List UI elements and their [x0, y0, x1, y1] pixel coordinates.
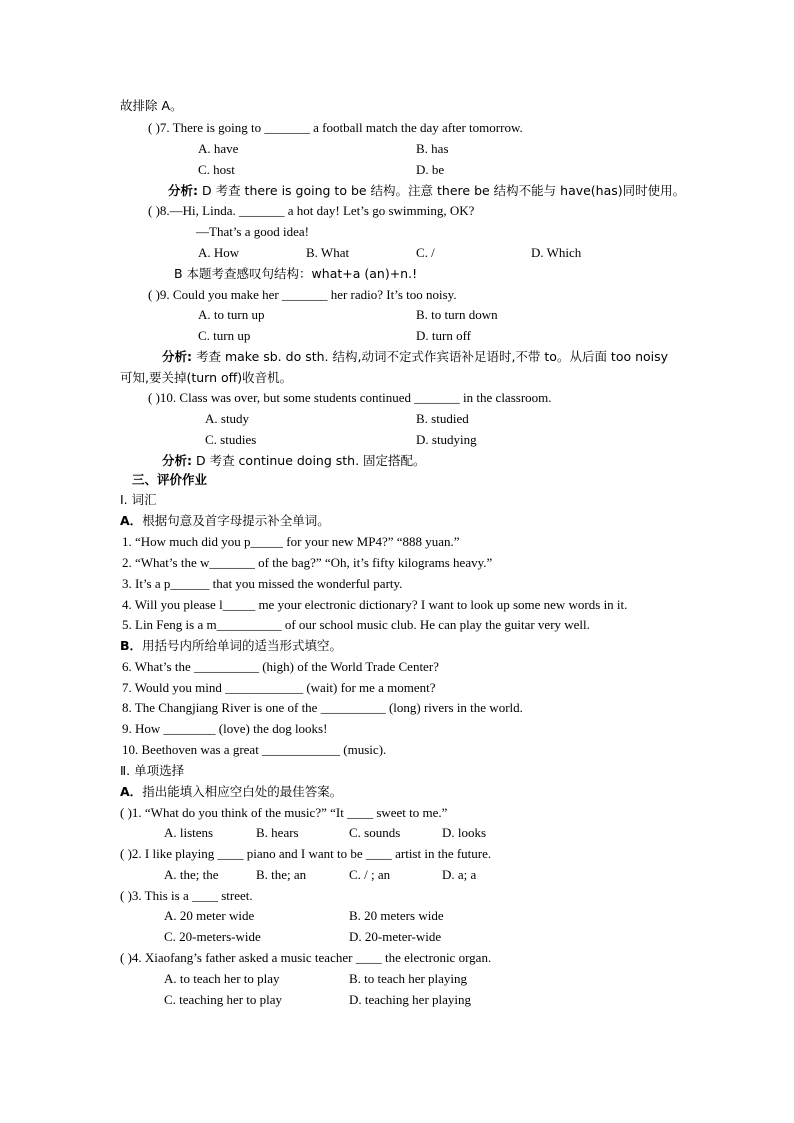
- option-c: C. host: [198, 162, 235, 177]
- analysis-label: 分析:: [162, 453, 192, 468]
- option-a: A. to teach her to play: [164, 971, 280, 986]
- vocab-item-3: 3. It’s a p______ that you missed the wonderful party.: [122, 576, 403, 591]
- option-b: B. to teach her playing: [349, 971, 468, 986]
- vocab-item-6: 6. What’s the __________ (high) of the World Trade Center?: [122, 659, 439, 674]
- option-b: B. to turn down: [416, 307, 498, 322]
- option-d: D. a; a: [442, 867, 477, 882]
- instruction-line: A．根据句意及首字母提示补全单词。: [120, 513, 330, 528]
- text-line: 故排除 A。: [120, 98, 183, 113]
- option-b: B. the; an: [256, 867, 307, 882]
- option-b: B. studied: [416, 411, 469, 426]
- option-d: D. turn off: [416, 328, 472, 343]
- analysis-label: 分析:: [168, 183, 198, 198]
- option-c: C. / ; an: [349, 867, 391, 882]
- analysis-line: 分析: D 考查 continue doing sth. 固定搭配。: [162, 453, 426, 468]
- option-d: D. looks: [442, 825, 487, 840]
- vocab-item-7: 7. Would you mind ____________ (wait) for me a moment?: [122, 680, 436, 695]
- option-a: A. study: [205, 411, 250, 426]
- option-d: D. be: [416, 162, 445, 177]
- question-10: ( )10. Class was over, but some students continued _______ in the classroom.: [148, 390, 552, 405]
- option-a: A. have: [198, 141, 239, 156]
- vocab-item-4: 4. Will you please l_____ me your electronic dictionary? I want to look up some new words in it.: [122, 597, 628, 612]
- option-d: D. studying: [416, 432, 477, 447]
- option-c: C. sounds: [349, 825, 401, 840]
- subsection-heading: Ⅰ. 词汇: [120, 492, 157, 507]
- analysis-line: B 本题考查感叹句结构：what+a (an)+n.!: [174, 266, 418, 281]
- option-b: B. 20 meters wide: [349, 908, 444, 923]
- option-c: C. turn up: [198, 328, 251, 343]
- option-c: C. studies: [205, 432, 257, 447]
- option-a: A. listens: [164, 825, 214, 840]
- option-a: A. to turn up: [198, 307, 265, 322]
- option-a: A. the; the: [164, 867, 219, 882]
- vocab-item-8: 8. The Changjiang River is one of the __________ (long) rivers in the world.: [122, 700, 523, 715]
- vocab-item-2: 2. “What’s the w_______ of the bag?” “Oh, it’s fifty kilograms heavy.”: [122, 555, 493, 570]
- mc-question-2: ( )2. I like playing ____ piano and I want to be ____ artist in the future.: [120, 846, 492, 861]
- analysis-line: 分析: 考查 make sb. do sth. 结构,动词不定式作宾语补足语时,不带 to。从后面 too noisy: [162, 349, 669, 364]
- option-a: A. How: [198, 245, 240, 260]
- option-b: B. hears: [256, 825, 299, 840]
- instruction-line: B．用括号内所给单词的适当形式填空。: [120, 638, 343, 653]
- question-8: ( )8.—Hi, Linda. _______ a hot day! Let’s go swimming, OK?: [148, 203, 475, 218]
- option-c: C. teaching her to play: [164, 992, 283, 1007]
- mc-question-1: ( )1. “What do you think of the music?” “It ____ sweet to me.”: [120, 805, 448, 820]
- vocab-item-10: 10. Beethoven was a great ____________ (music).: [122, 742, 387, 757]
- option-d: D. 20-meter-wide: [349, 929, 442, 944]
- option-c: C. /: [416, 245, 435, 260]
- section-heading: 三、评价作业: [132, 472, 208, 487]
- option-d: D. teaching her playing: [349, 992, 472, 1007]
- option-a: A. 20 meter wide: [164, 908, 255, 923]
- question-7: ( )7. There is going to _______ a football match the day after tomorrow.: [148, 120, 523, 135]
- mc-question-4: ( )4. Xiaofang’s father asked a music teacher ____ the electronic organ.: [120, 950, 492, 965]
- option-c: C. 20-meters-wide: [164, 929, 261, 944]
- option-b: B. has: [416, 141, 449, 156]
- option-d: D. Which: [531, 245, 582, 260]
- mc-question-3: ( )3. This is a ____ street.: [120, 888, 253, 903]
- vocab-item-1: 1. “How much did you p_____ for your new MP4?” “888 yuan.”: [122, 534, 460, 549]
- instruction-line: A．指出能填入相应空白处的最佳答案。: [120, 784, 343, 799]
- option-b: B. What: [306, 245, 350, 260]
- vocab-item-9: 9. How ________ (love) the dog looks!: [122, 721, 328, 736]
- dialogue-line: —That’s a good idea!: [196, 224, 309, 239]
- analysis-label: 分析:: [162, 349, 192, 364]
- analysis-line: 可知,要关掉(turn off)收音机。: [120, 370, 293, 385]
- question-9: ( )9. Could you make her _______ her radio? It’s too noisy.: [148, 287, 457, 302]
- subsection-heading: Ⅱ. 单项选择: [120, 763, 185, 778]
- analysis-line: 分析: D 考查 there is going to be 结构。注意 there be 结构不能与 have(has)同时使用。: [168, 183, 686, 198]
- vocab-item-5: 5. Lin Feng is a m__________ of our school music club. He can play the guitar very well.: [122, 617, 590, 632]
